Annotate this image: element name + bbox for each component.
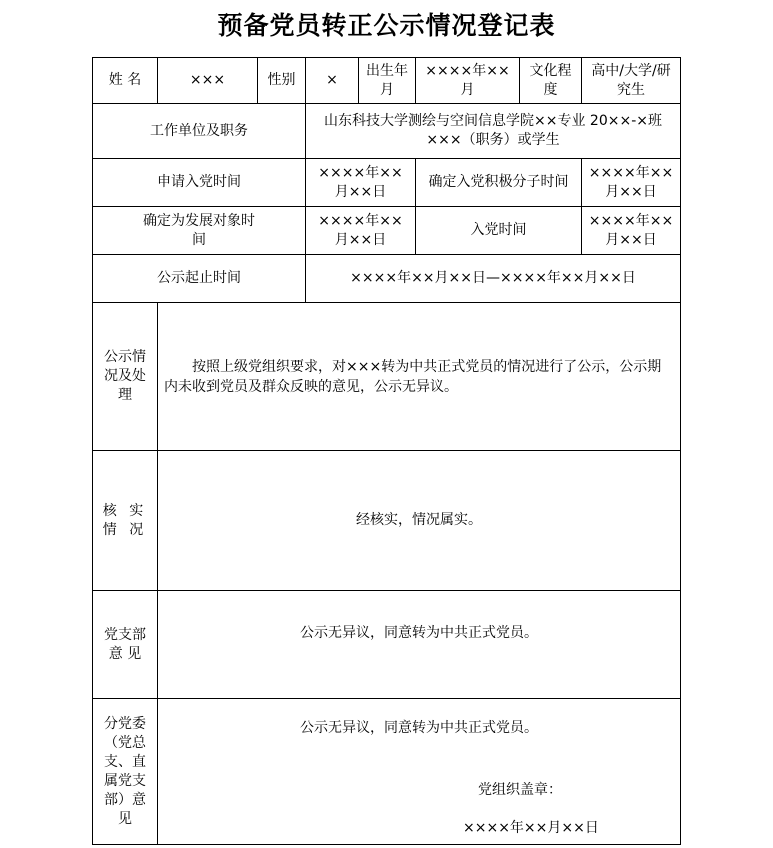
work-unit-label: 工作单位及职务	[93, 104, 306, 159]
publicity-period-value: ××××年××月××日—××××年××月××日	[306, 255, 681, 303]
row-develop-time	[93, 207, 681, 255]
branch-opinion-content: 公示无异议，同意转为中共正式党员。	[158, 591, 681, 699]
develop-time-value: ××××年××月××日	[306, 207, 416, 255]
row-work-unit	[93, 104, 681, 159]
work-unit-line1: 山东科技大学测绘与空间信息学院××专业 20××-×班	[324, 113, 662, 129]
activist-time-value: ××××年××月××日	[582, 159, 681, 207]
join-time-value: ××××年××月××日	[582, 207, 681, 255]
row-publicity-period	[93, 255, 681, 303]
apply-time-label: 申请入党时间	[93, 159, 306, 207]
row-basic-info	[93, 58, 681, 104]
develop-time-label: 确定为发展对象时间	[93, 207, 306, 255]
publicity-result-content: 按照上级党组织要求，对×××转为中共正式党员的情况进行了公示，公示期内未收到党员及群众反映的意见，公示无异议。	[158, 303, 681, 451]
education-value: 高中/大学/研究生	[582, 58, 681, 104]
name-label: 姓 名	[93, 58, 158, 104]
gender-label: 性别	[258, 58, 306, 104]
work-unit-value	[306, 104, 681, 159]
verification-label: 核 实情 况	[93, 451, 158, 591]
row-committee-opinion	[93, 699, 681, 845]
registration-form-table	[92, 57, 681, 845]
verification-content: 经核实，情况属实。	[158, 451, 681, 591]
row-verification	[93, 451, 681, 591]
education-label: 文化程度	[520, 58, 582, 104]
apply-time-value: ××××年××月××日	[306, 159, 416, 207]
seal-date: ××××年××月××日	[463, 820, 599, 836]
gender-value: ×	[306, 58, 359, 104]
activist-time-label: 确定入党积极分子时间	[416, 159, 582, 207]
birth-value: ××××年××月	[416, 58, 520, 104]
work-unit-line2: ×××（职务）或学生	[426, 132, 560, 148]
seal-label: 党组织盖章：	[478, 782, 562, 798]
page-title: 预备党员转正公示情况登记表	[217, 11, 556, 40]
branch-opinion-label: 党支部意 见	[93, 591, 158, 699]
committee-opinion-cell	[158, 699, 681, 845]
publicity-period-label: 公示起止时间	[93, 255, 306, 303]
row-publicity-result	[93, 303, 681, 451]
row-branch-opinion	[93, 591, 681, 699]
name-value: ×××	[158, 58, 258, 104]
committee-opinion-label: 分党委（党总支、直属党支部）意 见	[93, 699, 158, 845]
join-time-label: 入党时间	[416, 207, 582, 255]
publicity-result-label: 公示情况及处理	[93, 303, 158, 451]
committee-opinion-content: 公示无异议，同意转为中共正式党员。	[300, 720, 538, 736]
birth-label: 出生年月	[359, 58, 416, 104]
row-apply-time	[93, 159, 681, 207]
